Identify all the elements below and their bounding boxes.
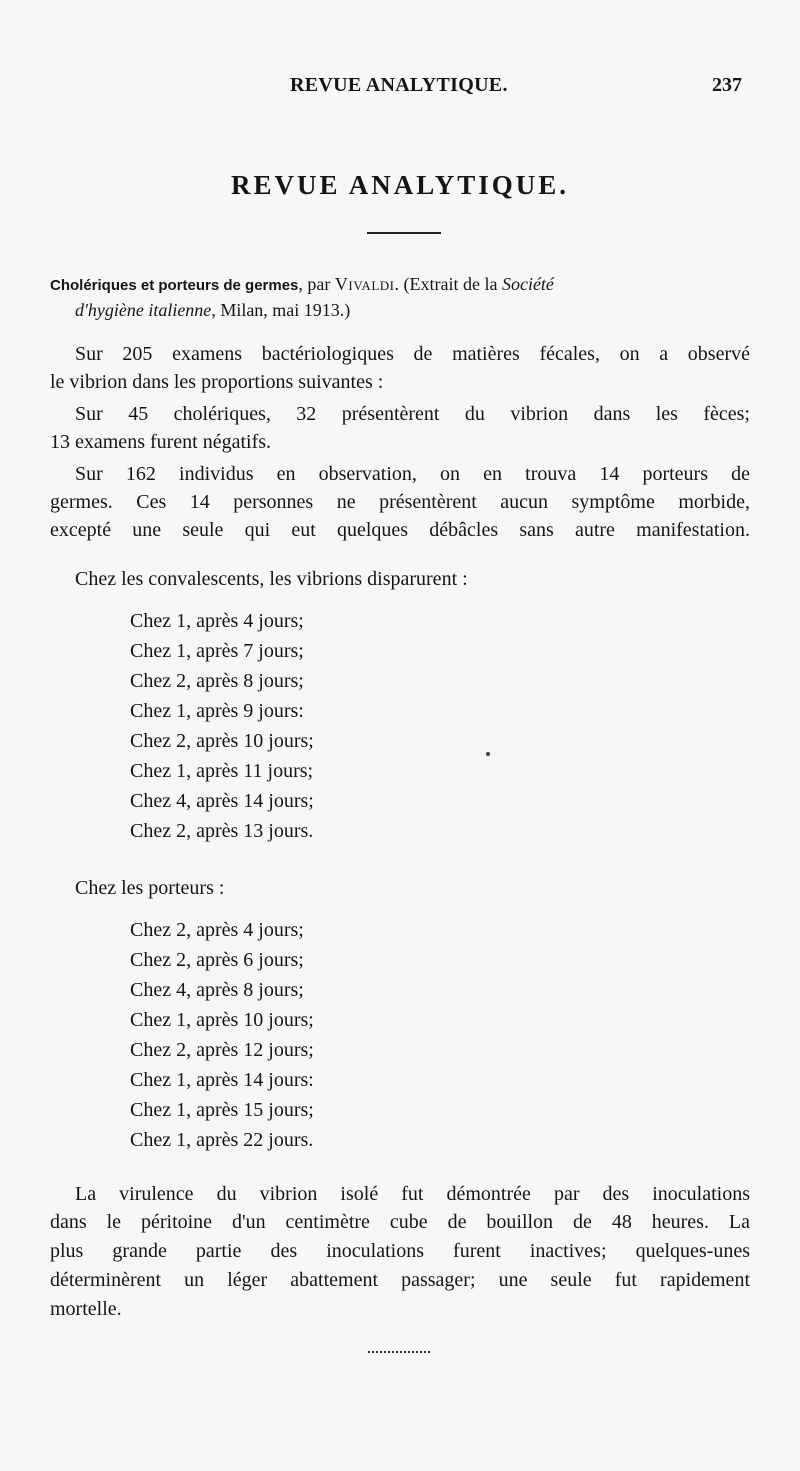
- list-item: Chez 1, après 14 jours:: [130, 1069, 314, 1091]
- list-item: Chez 1, après 9 jours:: [130, 700, 304, 722]
- paragraph-2-line-2: 13 examens furent négatifs.: [50, 431, 272, 453]
- list-item: Chez 1, après 4 jours;: [130, 610, 304, 632]
- citation-source-part1: Société: [501, 274, 554, 294]
- citation-tail: , Milan, mai 1913.): [211, 300, 351, 320]
- list-item: Chez 4, après 14 jours;: [130, 790, 314, 812]
- carriers-list: [130, 915, 314, 1155]
- conclusion-line-4: déterminèrent un léger abattement passager; une seule fut rapidement: [50, 1269, 750, 1291]
- end-divider: [368, 1351, 430, 1353]
- list-item: Chez 2, après 4 jours;: [130, 919, 304, 941]
- list-item: Chez 2, après 6 jours;: [130, 949, 304, 971]
- list-item: Chez 1, après 7 jours;: [130, 640, 304, 662]
- page-number: 237: [712, 74, 742, 96]
- conclusion-line-5: mortelle.: [50, 1298, 122, 1320]
- paragraph-3-line-3: excepté une seule qui eut quelques débâcles sans autre manifestation.: [50, 519, 750, 541]
- conclusion-line-3: plus grande partie des inoculations furent inactives; quelques-unes: [50, 1240, 750, 1262]
- list-item: Chez 2, après 12 jours;: [130, 1039, 314, 1061]
- paragraph-3-line-1: Sur 162 individus en observation, on en trouva 14 porteurs de: [75, 463, 750, 485]
- carriers-intro: Chez les porteurs :: [75, 877, 225, 899]
- paragraph-2-line-1: Sur 45 cholériques, 32 présentèrent du vibrion dans les fèces;: [75, 403, 750, 425]
- list-item: Chez 4, après 8 jours;: [130, 979, 304, 1001]
- list-item: Chez 1, après 22 jours.: [130, 1129, 314, 1151]
- article-title: REVUE ANALYTIQUE.: [230, 170, 570, 200]
- convalescents-list: [130, 606, 314, 846]
- convalescents-intro: Chez les convalescents, les vibrions disparurent :: [75, 568, 468, 590]
- ink-speck: [486, 752, 490, 756]
- citation-author: Vivaldi: [334, 274, 395, 294]
- conclusion-line-2: dans le péritoine d'un centimètre cube de bouillon de 48 heures. La: [50, 1211, 750, 1233]
- running-header-title: REVUE ANALYTIQUE.: [290, 74, 508, 96]
- title-divider: [367, 232, 441, 234]
- paragraph-1-line-1: Sur 205 examens bactériologiques de matières fécales, on a observé: [75, 343, 750, 365]
- list-item: Chez 2, après 10 jours;: [130, 730, 314, 752]
- list-item: Chez 2, après 8 jours;: [130, 670, 304, 692]
- citation-heading: Cholériques et porteurs de germes: [50, 277, 299, 294]
- citation-pre-source: . (Extrait de la: [394, 274, 502, 294]
- list-item: Chez 1, après 15 jours;: [130, 1099, 314, 1121]
- citation-by: , par: [298, 274, 335, 294]
- conclusion-line-1: La virulence du vibrion isolé fut démontrée par des inoculations: [75, 1183, 750, 1205]
- list-item: Chez 1, après 11 jours;: [130, 760, 314, 782]
- paragraph-1-line-2: le vibrion dans les proportions suivantes :: [50, 371, 384, 393]
- list-item: Chez 2, après 13 jours.: [130, 820, 314, 842]
- citation-source-part2: d'hygiène italienne: [75, 300, 212, 320]
- citation-line-2: [75, 296, 350, 324]
- paragraph-3-line-2: germes. Ces 14 personnes ne présentèrent aucun symptôme morbide,: [50, 491, 750, 513]
- list-item: Chez 1, après 10 jours;: [130, 1009, 314, 1031]
